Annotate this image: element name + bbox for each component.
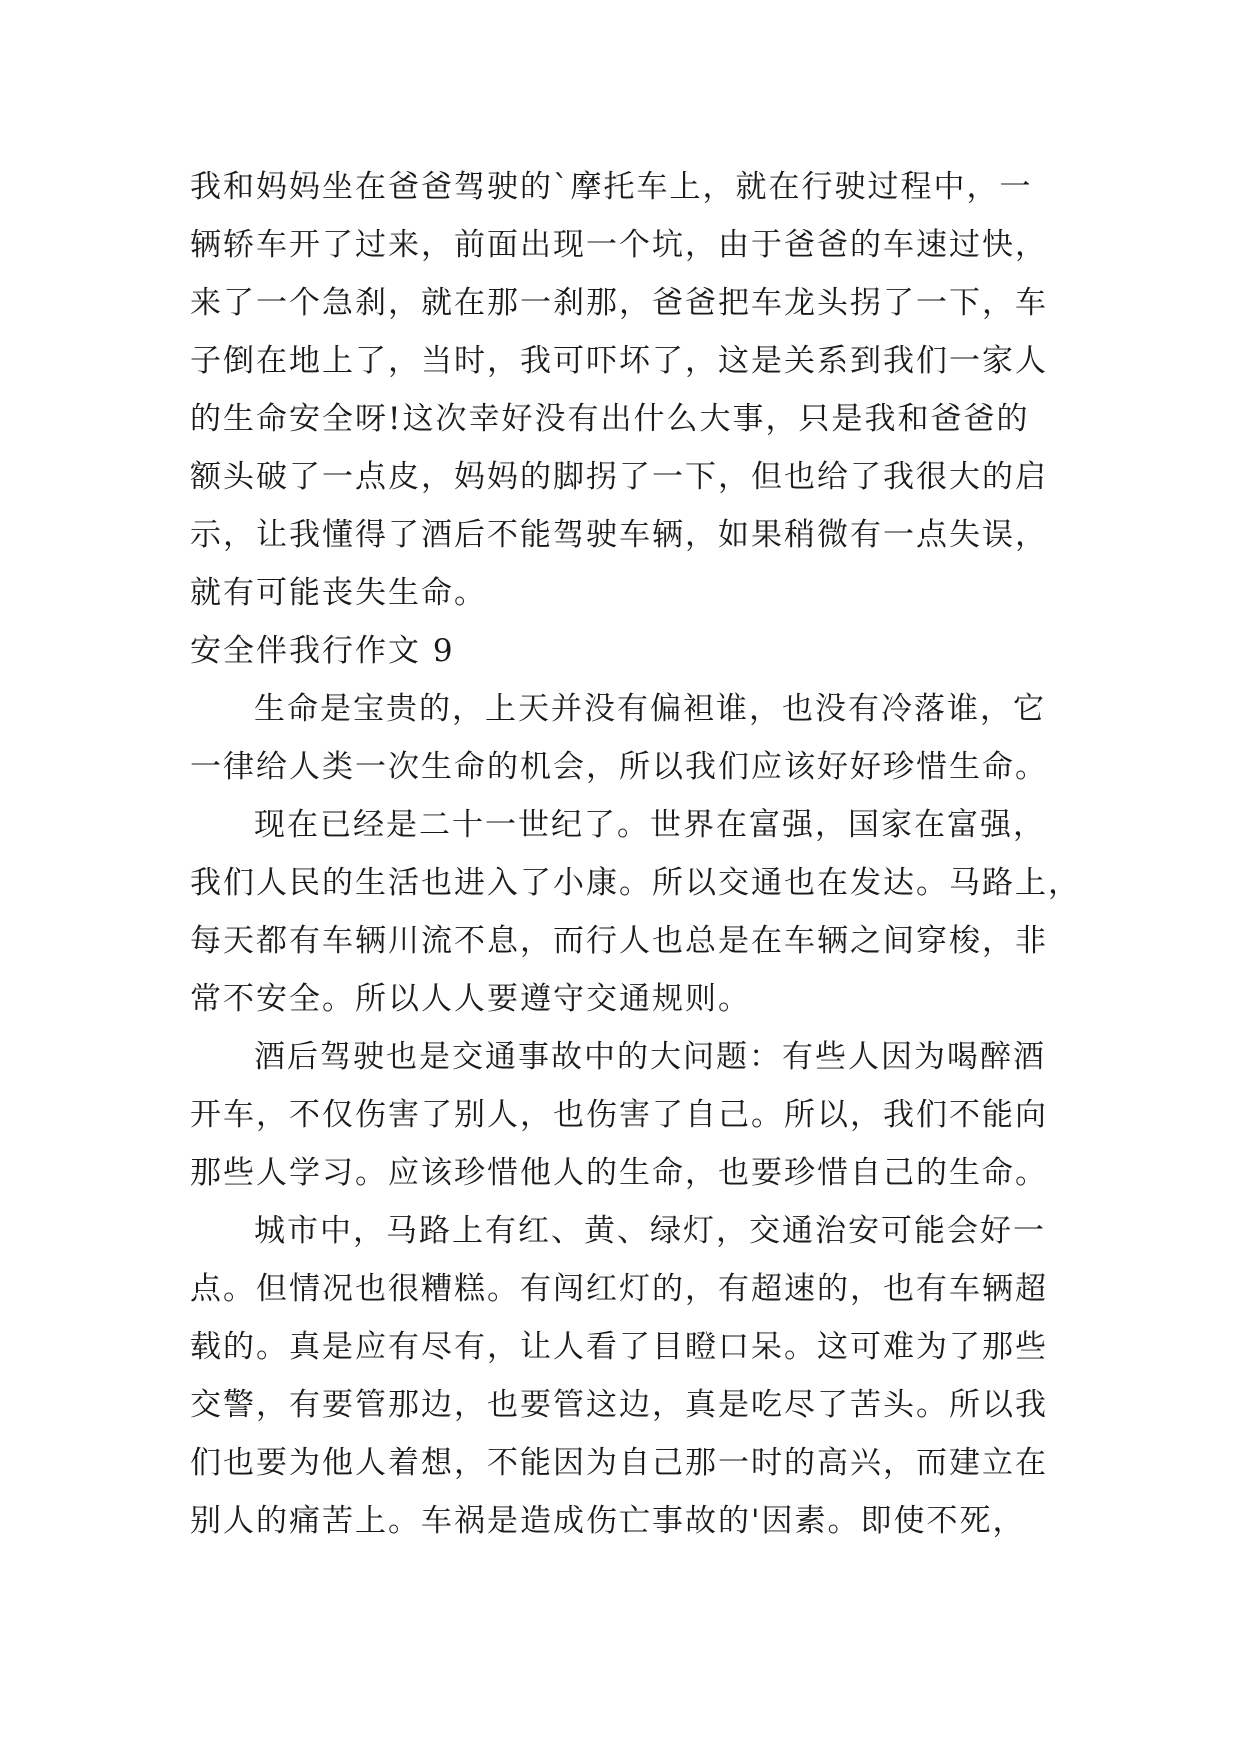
text-line: 额头破了一点皮，妈妈的脚拐了一下，但也给了我很大的启: [190, 459, 1048, 495]
text-line: 现在已经是二十一世纪了。世界在富强，国家在富强，: [254, 807, 1046, 843]
text-line: 点。但情况也很糟糕。有闯红灯的，有超速的，也有车辆超: [190, 1271, 1048, 1307]
text-line: 一律给人类一次生命的机会，所以我们应该好好珍惜生命。: [190, 749, 1048, 785]
text-line: 们也要为他人着想，不能因为自己那一时的高兴，而建立在: [190, 1445, 1048, 1481]
text-line: 来了一个急刹，就在那一刹那，爸爸把车龙头拐了一下，车: [190, 285, 1048, 321]
text-line: 那些人学习。应该珍惜他人的生命，也要珍惜自己的生命。: [190, 1155, 1048, 1191]
text-line: 载的。真是应有尽有，让人看了目瞪口呆。这可难为了那些: [190, 1329, 1048, 1365]
text-line: 城市中，马路上有红、黄、绿灯，交通治安可能会好一: [254, 1213, 1046, 1249]
text-line: 示，让我懂得了酒后不能驾驶车辆，如果稍微有一点失误，: [190, 517, 1048, 553]
text-line: 我和妈妈坐在爸爸驾驶的`摩托车上，就在行驶过程中，一: [190, 169, 1033, 205]
text-line: 开车，不仅伤害了别人，也伤害了自己。所以，我们不能向: [190, 1097, 1048, 1133]
text-line: 每天都有车辆川流不息，而行人也总是在车辆之间穿梭，非: [190, 923, 1048, 959]
text-line: 就有可能丧失生命。: [190, 575, 487, 611]
document-body: [190, 158, 1081, 1550]
text-line: 生命是宝贵的，上天并没有偏袒谁，也没有冷落谁，它: [254, 691, 1046, 727]
text-line: 我们人民的生活也进入了小康。所以交通也在发达。马路上，: [190, 865, 1081, 901]
text-line: 的生命安全呀!这次幸好没有出什么大事，只是我和爸爸的: [190, 401, 1030, 437]
text-line: 别人的痛苦上。车祸是造成伤亡事故的'因素。即使不死，: [190, 1503, 1026, 1539]
text-line: 辆轿车开了过来，前面出现一个坑，由于爸爸的车速过快，: [190, 227, 1048, 263]
text-line: 子倒在地上了，当时，我可吓坏了，这是关系到我们一家人: [190, 343, 1048, 379]
section-heading: 安全伴我行作文 9: [190, 633, 455, 669]
text-line: 交警，有要管那边，也要管这边，真是吃尽了苦头。所以我: [190, 1387, 1048, 1423]
text-line: 酒后驾驶也是交通事故中的大问题：有些人因为喝醉酒: [254, 1039, 1046, 1075]
text-line: 常不安全。所以人人要遵守交通规则。: [190, 981, 751, 1017]
